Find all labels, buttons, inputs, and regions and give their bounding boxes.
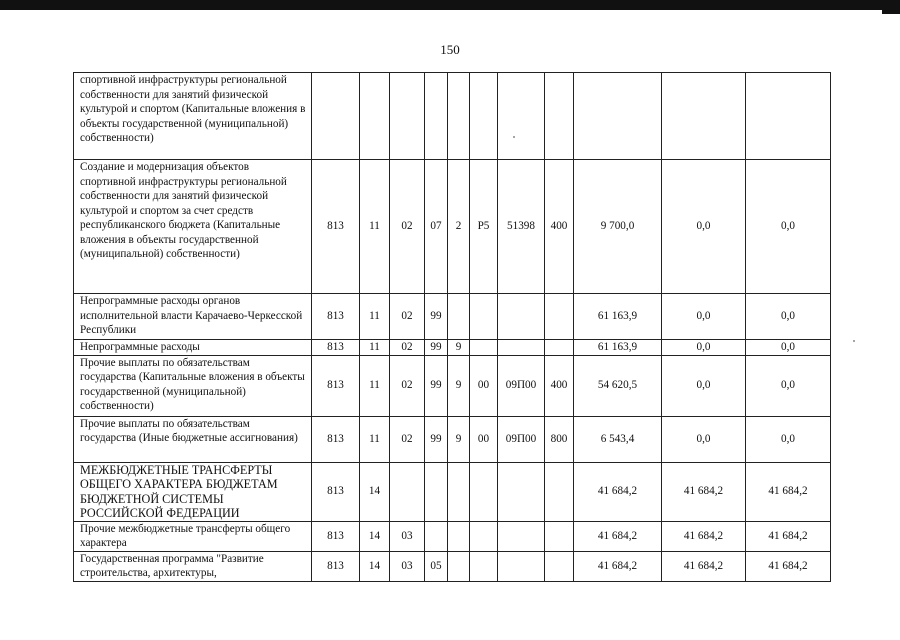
cell-subsection: 02	[390, 340, 425, 356]
table-row	[74, 73, 831, 160]
cell-project	[470, 521, 498, 551]
cell-project: 00	[470, 416, 498, 462]
cell-direction	[498, 521, 545, 551]
cell-subprogram	[448, 462, 470, 521]
scan-speck	[853, 340, 855, 342]
cell-program: 99	[425, 355, 448, 416]
cell-amount-2: 41 684,2	[662, 462, 746, 521]
cell-amount-2: 0,0	[662, 416, 746, 462]
cell-section	[360, 73, 390, 160]
scan-top-border-edge	[882, 10, 900, 14]
cell-amount-2: 41 684,2	[662, 551, 746, 581]
cell-section: 11	[360, 160, 390, 294]
cell-amount-2: 0,0	[662, 340, 746, 356]
cell-amount-1: 54 620,5	[574, 355, 662, 416]
cell-admin: 813	[312, 551, 360, 581]
cell-subsection: 03	[390, 521, 425, 551]
cell-section: 14	[360, 462, 390, 521]
cell-program: 07	[425, 160, 448, 294]
table-row	[74, 294, 831, 340]
cell-subsection: 02	[390, 160, 425, 294]
cell-amount-2: 0,0	[662, 355, 746, 416]
cell-admin: 813	[312, 416, 360, 462]
cell-program	[425, 521, 448, 551]
cell-subprogram: 9	[448, 355, 470, 416]
cell-project	[470, 294, 498, 340]
cell-project	[470, 73, 498, 160]
cell-amount-1: 61 163,9	[574, 340, 662, 356]
cell-section: 11	[360, 416, 390, 462]
table-row	[74, 551, 831, 581]
cell-project	[470, 551, 498, 581]
cell-expense-type	[545, 340, 574, 356]
cell-section: 11	[360, 294, 390, 340]
page-number: 150	[440, 42, 460, 57]
cell-amount-2: 41 684,2	[662, 521, 746, 551]
cell-amount-2	[662, 73, 746, 160]
table-row	[74, 416, 831, 462]
cell-amount-1: 41 684,2	[574, 462, 662, 521]
cell-amount-1	[574, 73, 662, 160]
cell-amount-3: 0,0	[746, 160, 831, 294]
cell-amount-3: 0,0	[746, 355, 831, 416]
cell-amount-3: 0,0	[746, 340, 831, 356]
cell-project	[470, 462, 498, 521]
cell-program	[425, 73, 448, 160]
table-row	[74, 521, 831, 551]
cell-section: 14	[360, 521, 390, 551]
cell-admin: 813	[312, 160, 360, 294]
cell-subsection	[390, 462, 425, 521]
cell-subprogram: 9	[448, 340, 470, 356]
table-row	[74, 355, 831, 416]
cell-program	[425, 462, 448, 521]
row-name: Непрограммные расходы	[74, 340, 312, 356]
row-name: спортивной инфраструктуры региональной собственности для занятий физической культурой и спортом (Капитальные вложения в объекты государственной (муниципальной) собственности)	[74, 73, 312, 160]
row-name: Прочие межбюджетные трансферты общего характера	[74, 521, 312, 551]
cell-project: P5	[470, 160, 498, 294]
cell-subsection: 02	[390, 355, 425, 416]
table-row	[74, 340, 831, 356]
cell-subprogram: 2	[448, 160, 470, 294]
cell-subprogram	[448, 551, 470, 581]
cell-admin: 813	[312, 462, 360, 521]
cell-admin: 813	[312, 521, 360, 551]
cell-subsection	[390, 73, 425, 160]
cell-amount-1: 9 700,0	[574, 160, 662, 294]
cell-expense-type: 400	[545, 160, 574, 294]
cell-direction	[498, 462, 545, 521]
cell-amount-1: 61 163,9	[574, 294, 662, 340]
cell-expense-type	[545, 462, 574, 521]
cell-amount-3: 41 684,2	[746, 521, 831, 551]
cell-section: 11	[360, 340, 390, 356]
cell-expense-type: 400	[545, 355, 574, 416]
cell-amount-1: 6 543,4	[574, 416, 662, 462]
cell-amount-3: 41 684,2	[746, 551, 831, 581]
cell-project: 00	[470, 355, 498, 416]
cell-amount-3	[746, 73, 831, 160]
cell-direction: 51398	[498, 160, 545, 294]
cell-admin	[312, 73, 360, 160]
cell-expense-type	[545, 551, 574, 581]
cell-direction: 09П00	[498, 355, 545, 416]
cell-amount-3: 0,0	[746, 294, 831, 340]
cell-expense-type	[545, 73, 574, 160]
row-name: Государственная программа "Развитие строительства, архитектуры,	[74, 551, 312, 581]
row-name: Непрограммные расходы органов исполнительной власти Карачаево-Черкесской Республики	[74, 294, 312, 340]
row-name: Прочие выплаты по обязательствам государства (Иные бюджетные ассигнования)	[74, 416, 312, 462]
cell-subprogram	[448, 521, 470, 551]
cell-amount-3: 41 684,2	[746, 462, 831, 521]
cell-program: 99	[425, 416, 448, 462]
cell-admin: 813	[312, 294, 360, 340]
scan-top-border	[0, 0, 900, 10]
table-row	[74, 462, 831, 521]
cell-program: 05	[425, 551, 448, 581]
cell-direction	[498, 294, 545, 340]
cell-section: 11	[360, 355, 390, 416]
cell-program: 99	[425, 294, 448, 340]
scan-speck	[513, 136, 515, 138]
cell-subsection: 03	[390, 551, 425, 581]
cell-subprogram	[448, 73, 470, 160]
cell-admin: 813	[312, 340, 360, 356]
cell-direction	[498, 340, 545, 356]
budget-table	[73, 72, 831, 582]
cell-direction	[498, 551, 545, 581]
cell-direction	[498, 73, 545, 160]
cell-subsection: 02	[390, 294, 425, 340]
row-name: Прочие выплаты по обязательствам государства (Капитальные вложения в объекты государственной (муниципальной) собственности)	[74, 355, 312, 416]
cell-section: 14	[360, 551, 390, 581]
table-row	[74, 160, 831, 294]
cell-admin: 813	[312, 355, 360, 416]
cell-subprogram	[448, 294, 470, 340]
cell-amount-3: 0,0	[746, 416, 831, 462]
cell-subsection: 02	[390, 416, 425, 462]
cell-amount-2: 0,0	[662, 160, 746, 294]
row-name: Создание и модернизация объектов спортивной инфраструктуры региональной собственности для занятий физической культурой и спортом за счет средств республиканского бюджета (Капитальные вложения в объекты государственной (муниципальной) собственности)	[74, 160, 312, 294]
cell-amount-2: 0,0	[662, 294, 746, 340]
cell-subprogram: 9	[448, 416, 470, 462]
cell-project	[470, 340, 498, 356]
row-name: МЕЖБЮДЖЕТНЫЕ ТРАНСФЕРТЫ ОБЩЕГО ХАРАКТЕРА БЮДЖЕТАМ БЮДЖЕТНОЙ СИСТЕМЫ РОССИЙСКОЙ ФЕДЕРАЦИИ	[74, 462, 312, 521]
cell-expense-type	[545, 294, 574, 340]
cell-amount-1: 41 684,2	[574, 521, 662, 551]
cell-expense-type	[545, 521, 574, 551]
cell-expense-type: 800	[545, 416, 574, 462]
cell-direction: 09П00	[498, 416, 545, 462]
cell-amount-1: 41 684,2	[574, 551, 662, 581]
cell-program: 99	[425, 340, 448, 356]
